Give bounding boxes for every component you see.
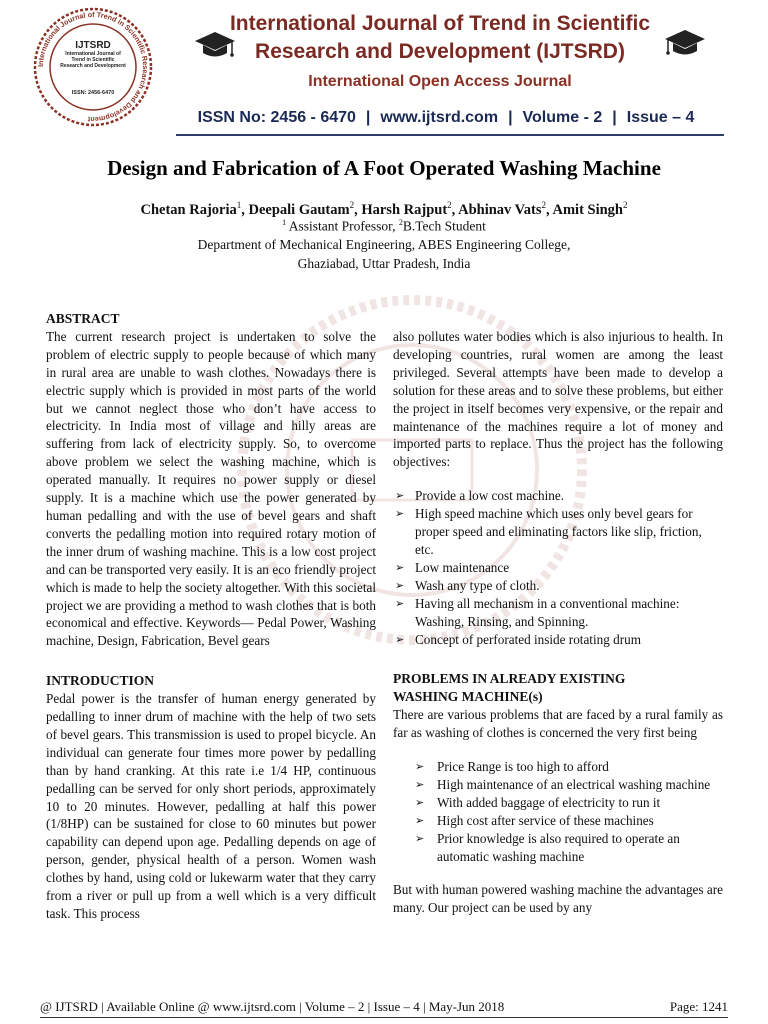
list-item: ➢ With added baggage of electricity to run it	[393, 794, 723, 812]
logo-center-text: IJTSRD	[75, 40, 111, 51]
department: Department of Mechanical Engineering, ABES Engineering College,	[197, 237, 571, 252]
ijtsrd-logo-icon	[32, 6, 154, 128]
issue-label: Issue – 4	[626, 109, 695, 126]
page-footer	[40, 998, 728, 1016]
introduction-text: Pedal power is the transfer of human energy generated by pedalling to inner drum of machine with the help of two sets of bevel gears. This transmission is used to propel bicycle. An individual can generate four times more power by pedalling than by hand cranking. At this rate i.e 1/4 HP, continuous pedalling can be served for only short periods, approximately 10 to 20 minutes. However, pedalling at half this power (1/8HP) can be sustained for close to 60 minutes but power capability can depend upon age. Pedalling depends on age of person, gender, physical health of a person. Women wash clothes by hand, using cold or lukewarm water that they carry from a river or pull up from a well which is a very difficult task. This process	[46, 691, 376, 921]
author-name: Chetan Rajoria	[140, 201, 237, 218]
abstract-text: The current research project is undertaken to solve the problem of electric supply to people because of which many in rural area are unable to wash clothes. Nowadays there is electric supply which is provided in most parts of the world but we cannot neglect those who don’t have access to electricity. In India most of village and hilly areas are suffering from lack of electricity supply. So, to overcome above problem we select the washing machine, which is operated manually. It requires no power supply or diesel supply. It is a machine which use the power generated by human pedalling and with the use of bevel gears and shaft converts the pedalling motion into required rotary motion of the inner drum of washing machine. This is a low cost project and can be transported very easily. It is an eco friendly project which is made to help the society altogether. With this societal project we are providing a method to wash clothes that is both economical and effective. Keywords— Pedal Power, Washing machine, Design, Fabrication, Bevel gears	[46, 328, 376, 649]
journal-header	[0, 0, 768, 140]
page-number: Page: 1241	[669, 999, 728, 1014]
list-item: ➢ Prior knowledge is also required to operate an automatic washing machine	[393, 830, 723, 866]
logo-outer-text: International Journal of Trend in Scientific Research and Development	[35, 9, 151, 125]
author-name: Harsh Rajput	[361, 201, 448, 218]
footer-citation: @ IJTSRD | Available Online @ www.ijtsrd.com | Volume – 2 | Issue – 4 | May-Jun 2018	[40, 999, 505, 1014]
journal-tagline: International Open Access Journal	[308, 73, 572, 90]
right-column	[393, 328, 723, 917]
logo-issn: ISSN: 2456-6470	[71, 90, 115, 96]
left-column	[46, 310, 376, 923]
author-list: Chetan Rajoria$^1$, Deepali Gautam$^2$, Harsh Rajput$^2$, Abhinav Vats$^2$, Amit Singh$^2$	[140, 200, 628, 218]
continued-text: also pollutes water bodies which is also injurious to health. In developing countries, rural women are among the least privileged. Several attempts have been made to develop a solution for these areas and to solve these problems, but either the project in itself becomes very expensive, or the repair and maintenance of the machines require a lot of money and imported parts to replace. Thus the project has the following objectives:	[393, 329, 723, 470]
logo-sub-text: International Journal of Trend in Scientific Research and Development	[60, 51, 126, 69]
list-item: ➢ Wash any type of cloth.	[393, 577, 723, 595]
author-name: Amit Singh	[552, 201, 623, 218]
volume-label: Volume - 2	[522, 109, 603, 126]
closing-text: But with human powered washing machine the advantages are many. Our project can be used by any	[393, 882, 723, 916]
abstract-heading: ABSTRACT	[46, 311, 120, 326]
footer-divider	[40, 1017, 728, 1018]
issn-number: ISSN No: 2456 - 6470	[197, 109, 356, 126]
author-name: Abhinav Vats	[458, 201, 542, 218]
introduction-heading: INTRODUCTION	[46, 673, 155, 689]
problems-intro: There are various problems that are faced by a rural family as far as washing of clothes is concerned the very first being	[393, 707, 723, 741]
paper-title: Design and Fabrication of A Foot Operated Washing Machine	[107, 156, 661, 180]
list-item: ➢ High cost after service of these machines	[393, 812, 723, 830]
header-divider	[176, 134, 724, 136]
list-item: ➢ Having all mechanism in a conventional machine: Washing, Rinsing, and Spinning.	[393, 595, 723, 631]
list-item: ➢ Price Range is too high to afford	[393, 758, 723, 776]
issn-bar: ISSN No: 2456 - 6470 | www.ijtsrd.com | Volume - 2 | Issue – 4	[197, 109, 695, 126]
objectives-list	[393, 487, 723, 648]
author-roles: $^1$ Assistant Professor, $^2$B.Tech Student	[282, 218, 486, 234]
journal-name-line1: International Journal of Trend in Scientific	[229, 12, 651, 35]
journal-name-line2: Research and Development (IJTSRD)	[255, 40, 625, 63]
list-item: ➢ Low maintenance	[393, 559, 723, 577]
list-item: ➢ High maintenance of an electrical washing machine	[393, 776, 723, 794]
location: Ghaziabad, Uttar Pradesh, India	[297, 256, 471, 271]
list-item: ➢ Provide a low cost machine.	[393, 487, 723, 505]
problems-list	[393, 758, 723, 865]
journal-website-link[interactable]: www.ijtsrd.com	[380, 109, 499, 126]
author-name: Deepali Gautam	[248, 201, 350, 218]
list-item: ➢ High speed machine which uses only bevel gears for proper speed and eliminating factors like slip, friction, etc.	[393, 505, 723, 559]
list-item: ➢ Concept of perforated inside rotating drum	[393, 631, 723, 649]
problems-heading: PROBLEMS IN ALREADY EXISTING WASHING MACHINE(s)	[393, 671, 626, 705]
